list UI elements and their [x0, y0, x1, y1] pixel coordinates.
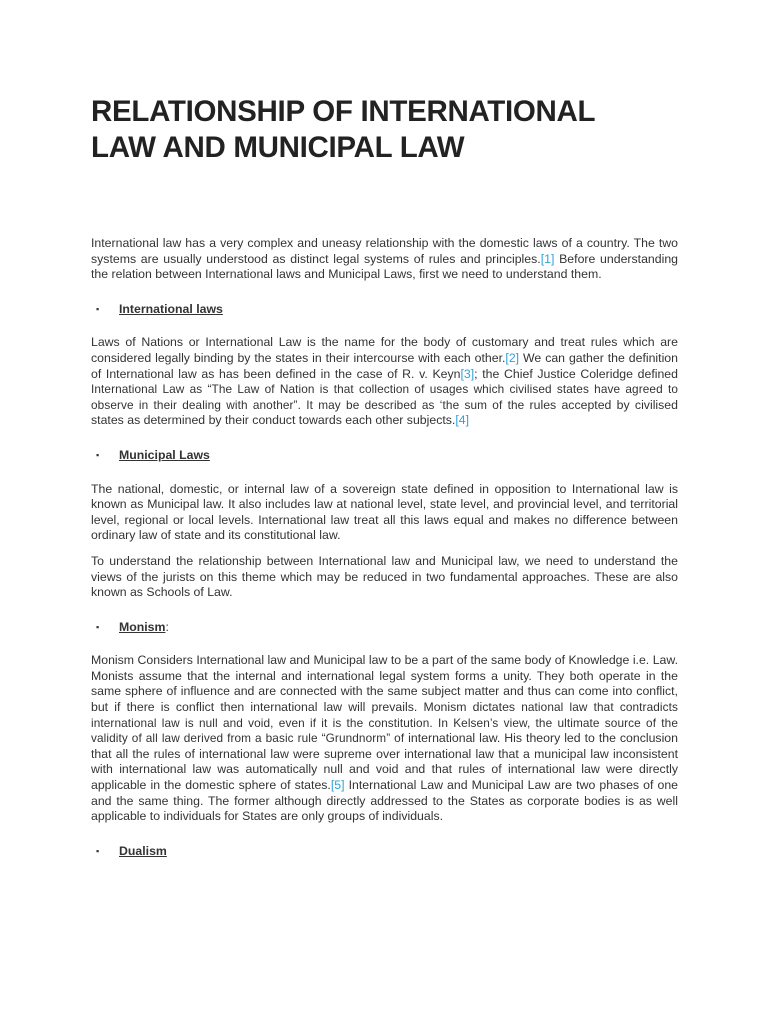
intro-text-1: International law has a very complex and uneasy relationship with the domestic laws of a country. The two systems are usually understood as distinct legal systems of rules and principles. [91, 236, 678, 266]
municipal-laws-paragraph-2: To understand the relationship between International law and Municipal law, we need to understand the views of the jurists on this theme which may be reduced in two fundamental approaches. These are also known as Schools of Law. [91, 553, 678, 600]
document-body [91, 94, 678, 859]
heading-monism [91, 620, 678, 636]
title-line-2: LAW AND MUNICIPAL LAW [91, 131, 465, 164]
monism-text-3: international law. His theory led to the conclusion that all the rules of international law were supreme over international law that a municipal law inconsistent with international law was automatically null and void and that rules of international law were directly applicable in the domestic sphere of states. [91, 731, 678, 793]
monism-text-2: national law that contradicts international law is null and void, even if it is the constitution. In Kelsen’s view, the ultimate source of the validity of all law derived from a basic rule “Grundnorm” of [91, 700, 678, 746]
municipal-laws-paragraph-1: The national, domestic, or internal law of a sovereign state defined in opposition to International law is known as Municipal law. It also includes law at national level, state level, and provincial level, and territorial level, regional or local levels. International law treat all this laws equal and makes no difference between ordinary law of state and its constitutional law. [91, 481, 678, 543]
footnote-link-4[interactable]: [4] [455, 413, 470, 428]
section-heading-label: Dualism [119, 843, 167, 858]
monism-paragraph [91, 653, 678, 825]
bullet-icon: ▪ [96, 449, 100, 460]
international-text-4: International Law as “The Law of Nation is that collection of usages which civilised states have agreed to observe in their dealing with another”. It may be described as ‘the sum of the [91, 382, 678, 412]
bullet-icon: ▪ [96, 845, 100, 856]
international-laws-paragraph [91, 335, 678, 429]
footnote-link-5[interactable]: [5] [330, 778, 345, 793]
footnote-link-1[interactable]: [1] [540, 251, 555, 266]
monism-text-1: Monism Considers International law and Municipal law to be a part of the same body of Knowledge i.e. Law. Monists assume that the internal and international legal system forms a unity. They both operate in the same sphere of influence and are connected with the same subject matter and thus can come into conflict, but if there is conflict then international law will prevails. Monism dictates [91, 653, 678, 715]
section-heading-label: International laws [119, 301, 223, 316]
footnote-link-3[interactable]: [3] [460, 366, 475, 381]
heading-international-laws [91, 302, 678, 318]
bullet-icon: ▪ [96, 303, 100, 314]
international-text-1: Laws of Nations or International Law is the name for the body of customary and treat rules which are considered legally binding by the states in their intercourse with each other. [91, 335, 678, 365]
international-text-3: ; the Chief Justice Coleridge defined [474, 366, 678, 381]
intro-text-2: Before understanding the relation between International laws and Municipal Laws, first we need to understand them. [91, 251, 678, 282]
section-heading-label: Monism [119, 619, 166, 634]
heading-dualism [91, 844, 678, 860]
international-text-2: We can gather the definition of International law as has been defined in the case of R. v. Keyn [91, 350, 678, 381]
international-text-5: rules accepted by civilised states as determined by their conduct towards each other subjects. [91, 397, 678, 428]
monism-text-4: International Law and Municipal Law are two phases of one and the same thing. The former although directly addressed to the States as corporate bodies is as well applicable to individuals for States are only groups of individuals. [91, 778, 679, 824]
title-line-1: RELATIONSHIP OF INTERNATIONAL [91, 95, 596, 128]
bullet-icon: ▪ [96, 621, 100, 632]
page-title [91, 94, 678, 166]
intro-paragraph [91, 236, 678, 283]
footnote-link-2[interactable]: [2] [505, 350, 520, 365]
heading-municipal-laws [91, 448, 678, 464]
section-heading-label: Municipal Laws [119, 447, 210, 462]
section-heading-suffix: : [165, 619, 169, 634]
